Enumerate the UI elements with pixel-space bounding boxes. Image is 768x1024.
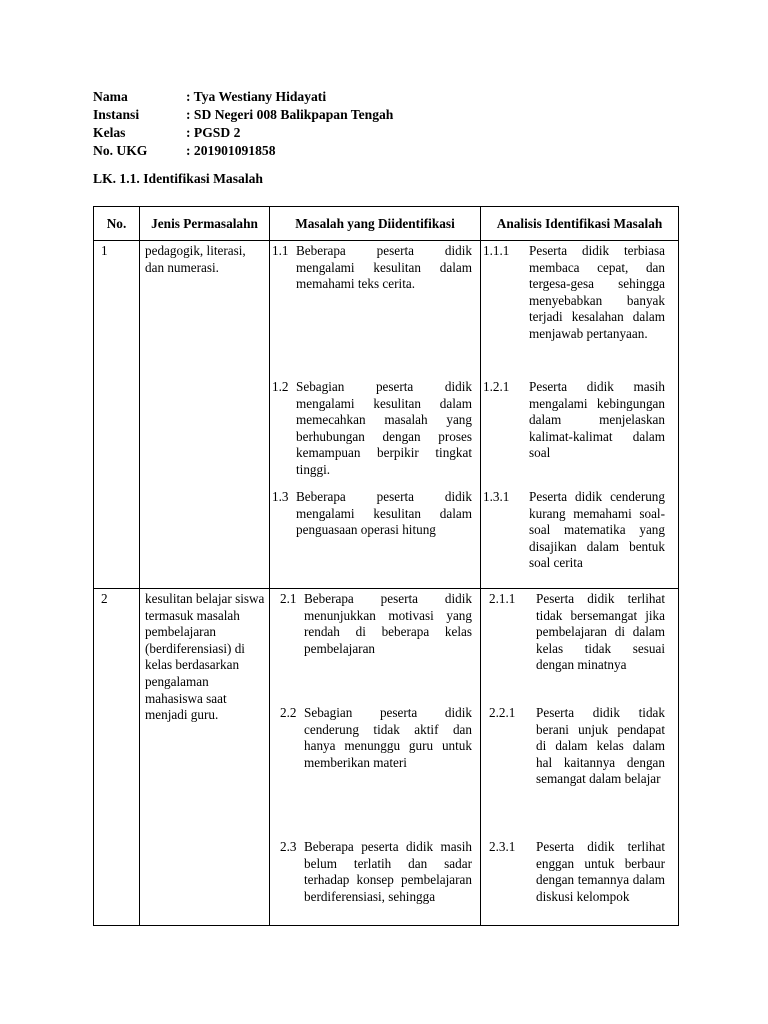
nama-row [93,88,393,106]
analisis-item [481,839,678,905]
analisis-text: Peserta didik cenderung kurang memahami soal-soal matematika yang disajikan dalam bentuk soal cerita [529,489,665,571]
row-number: 2 [94,589,140,926]
instansi-label: Instansi [93,107,140,122]
table-row [94,589,679,926]
masalah-item [270,241,480,379]
header-masalah: Masalah yang Diidentifikasi [270,207,481,241]
masalah-number: 2.2 [280,705,297,720]
masalah-text: Beberapa peserta didik mengalami kesulitan dalam penguasaan operasi hitung [296,489,472,538]
analisis-text: Peserta didik masih mengalami kebingungan dalam menjelaskan kalimat-kalimat dalam soal [529,379,665,461]
nama-label: Nama [93,89,128,104]
masalah-number: 1.1 [272,243,289,258]
identity-block [93,88,393,160]
kelas-value: : PGSD 2 [186,125,241,140]
row-number: 1 [94,241,140,589]
kelas-row [93,124,393,142]
masalah-text: Beberapa peserta didik masih belum terlatih dan sadar terhadap konsep pembelajaran berdiferensiasi, sehingga [304,839,472,904]
masalah-cell [270,589,481,926]
masalah-text: Beberapa peserta didik mengalami kesulitan dalam memahami teks cerita. [296,243,472,292]
analisis-item [481,705,678,839]
masalah-number: 1.3 [272,489,289,504]
masalah-item [270,839,480,905]
table-header-row [94,207,679,241]
instansi-value: : SD Negeri 008 Balikpapan Tengah [186,107,394,122]
analisis-cell [481,589,679,926]
nama-value: : Tya Westiany Hidayati [186,89,327,104]
masalah-number: 1.2 [272,379,289,394]
analisis-item [481,379,678,489]
analisis-item [481,589,678,705]
ukg-value: : 201901091858 [186,143,276,158]
analisis-text: Peserta didik tidak berani unjuk pendapat di dalam kelas dalam hal kaitannya dengan semangat dalam belajar [536,705,665,787]
analisis-text: Peserta didik terlihat enggan untuk berbaur dengan temannya dalam diskusi kelompok [536,839,665,904]
analisis-number: 2.1.1 [489,591,516,606]
instansi-row [93,106,393,124]
analisis-item [481,489,678,572]
masalah-text: Sebagian peserta didik cenderung tidak aktif dan hanya menunggu guru untuk memberikan materi [304,705,472,770]
table-row [94,241,679,589]
masalah-text: Beberapa peserta didik menunjukkan motivasi yang rendah di beberapa kelas pembelajaran [304,591,472,656]
masalah-item [270,379,480,489]
analisis-number: 1.3.1 [483,489,510,504]
jenis-cell: kesulitan belajar siswa termasuk masalah pembelajaran (berdiferensiasi) di kelas berdasarkan pengalaman mahasiswa saat menjadi guru. [140,589,270,926]
masalah-cell [270,241,481,589]
header-no: No. [94,207,140,241]
header-analisis: Analisis Identifikasi Masalah [481,207,679,241]
masalah-item [270,489,480,539]
kelas-label: Kelas [93,125,126,140]
analisis-number: 2.2.1 [489,705,516,720]
jenis-cell: pedagogik, literasi, dan numerasi. [140,241,270,589]
masalah-item [270,589,480,705]
worksheet-title: LK. 1.1. Identifikasi Masalah [93,171,263,186]
masalah-item [270,705,480,839]
analisis-number: 1.2.1 [483,379,510,394]
masalah-text: Sebagian peserta didik mengalami kesulitan dalam memecahkan masalah yang berhubungan dengan proses kemampuan berpikir tingkat tinggi. [296,379,472,477]
header-jenis: Jenis Permasalahn [140,207,270,241]
analisis-item [481,241,678,379]
analisis-number: 1.1.1 [483,243,510,258]
analisis-number: 2.3.1 [489,839,516,854]
masalah-number: 2.1 [280,591,297,606]
analisis-text: Peserta didik terlihat tidak bersemangat jika pembelajaran di dalam kelas tidak sesuai dengan minatnya [536,591,665,673]
ukg-label: No. UKG [93,143,148,158]
identification-table [93,206,679,926]
ukg-row [93,142,393,160]
analisis-text: Peserta didik terbiasa membaca cepat, dan tergesa-gesa sehingga menyebabkan banyak terjadi kesalahan dalam menjawab pertanyaan. [529,243,665,341]
masalah-number: 2.3 [280,839,297,854]
analisis-cell [481,241,679,589]
